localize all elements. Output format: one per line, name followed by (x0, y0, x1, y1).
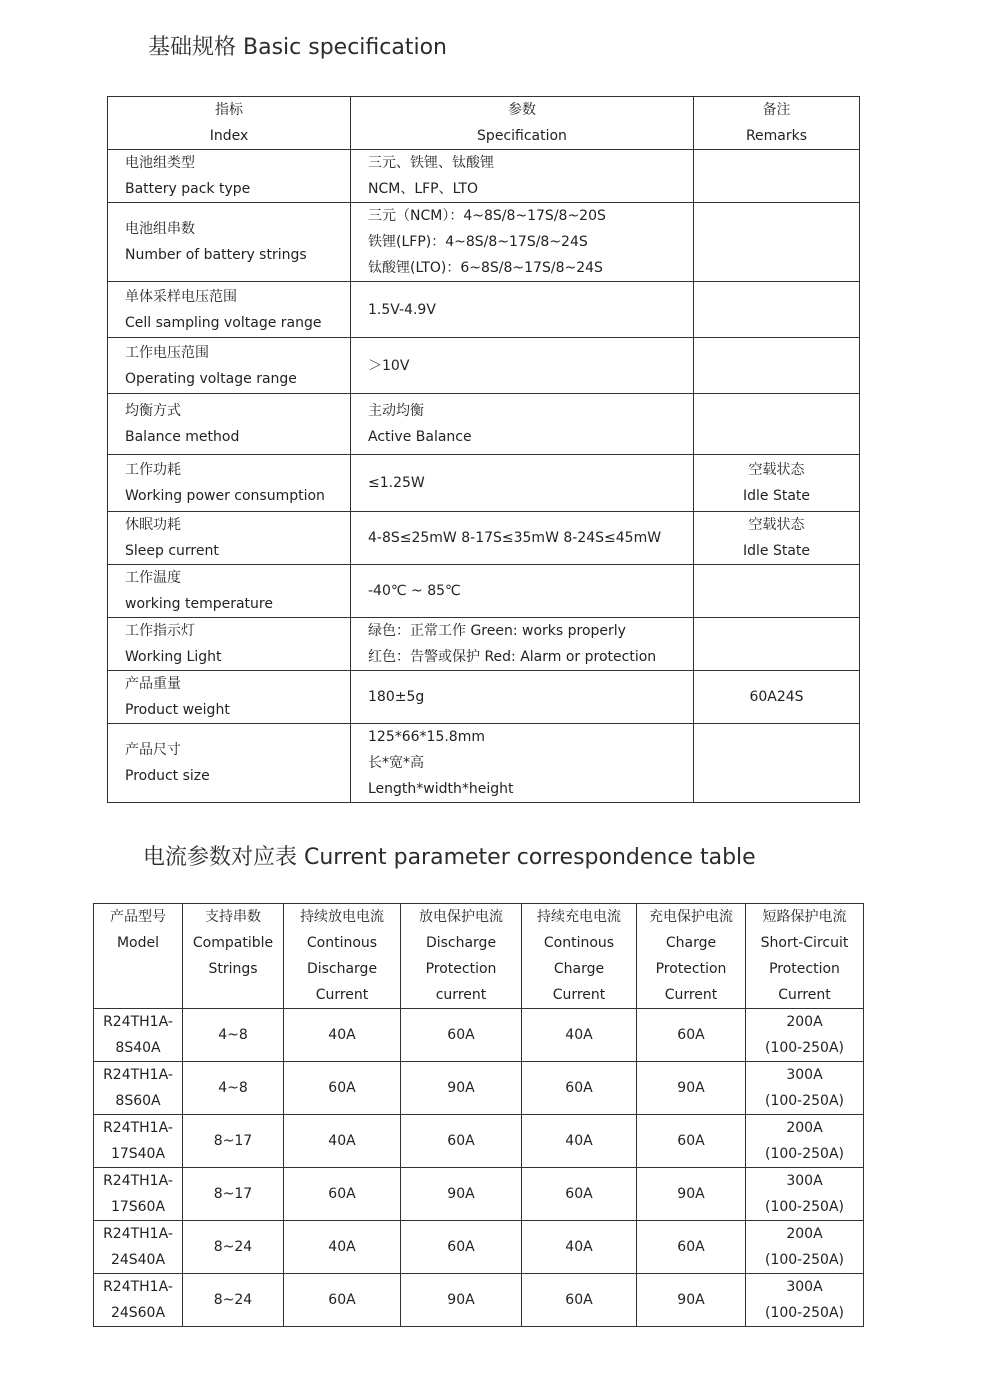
short-circuit-line: 300A (786, 1173, 823, 1189)
current-value-cell: 40A (284, 1009, 401, 1062)
spec-index-en: Sleep current (125, 543, 219, 559)
model-cell (94, 1115, 183, 1168)
spec-remarks-cell (694, 618, 860, 671)
spec-index-en: Working Light (125, 649, 222, 665)
spec-index-cell (108, 724, 351, 803)
header-index-en: Index (209, 128, 249, 144)
current-value-cell: 90A (637, 1168, 746, 1221)
spec-row (108, 394, 860, 455)
current-header-line: Continous (306, 935, 378, 951)
spec-remarks-line: Idle State (742, 488, 811, 504)
spec-value-cell (351, 455, 694, 512)
spec-row (108, 671, 860, 724)
current-row (94, 1221, 864, 1274)
spec-value-line: NCM、LFP、LTO (368, 181, 479, 197)
spec-row (108, 565, 860, 618)
spec-row (108, 512, 860, 565)
short-circuit-line: (100-250A) (765, 1252, 844, 1268)
spec-index-en: Number of battery strings (125, 247, 307, 263)
current-header-line: Strings (208, 961, 258, 977)
current-value-cell: 90A (401, 1274, 522, 1327)
current-value-cell: 60A (637, 1115, 746, 1168)
current-header-line: Current (664, 987, 718, 1003)
current-header-cell (94, 904, 183, 1009)
spec-value-cell (351, 394, 694, 455)
current-header-line: 支持串数 (205, 909, 261, 925)
spec-value-cell (351, 671, 694, 724)
current-value-cell: 90A (637, 1062, 746, 1115)
spec-index-en: Operating voltage range (125, 370, 297, 387)
spec-remarks-cell (694, 512, 860, 565)
spec-index-en: Working power consumption (125, 488, 325, 504)
header-remarks-cn: 备注 (762, 102, 791, 118)
spec-remarks-cell (694, 150, 860, 203)
current-table-body (94, 1009, 864, 1327)
spec-index-cn: 产品重量 (125, 676, 181, 692)
spec-value-line: 180±5g (368, 689, 425, 705)
current-header-line: Continous (543, 935, 615, 951)
current-header-line: 短路保护电流 (762, 909, 847, 925)
current-row (94, 1009, 864, 1062)
current-header-line: 持续放电电流 (300, 909, 384, 925)
current-value-cell: 60A (401, 1009, 522, 1062)
basic-spec-table (107, 96, 860, 803)
spec-row (108, 724, 860, 803)
spec-value-line: 铁锂(LFP)：4~8S/8~17S/8~24S (368, 234, 588, 250)
current-value-cell: 8~17 (183, 1115, 284, 1168)
current-header-line: Current (315, 987, 369, 1003)
header-spec-en: Specification (477, 128, 567, 144)
current-value-cell: 40A (522, 1009, 637, 1062)
spec-value-line: 三元、铁锂、钛酸锂 (368, 155, 494, 171)
short-circuit-line: (100-250A) (765, 1146, 844, 1162)
current-value-cell: 40A (284, 1221, 401, 1274)
short-circuit-line: 200A (786, 1014, 823, 1030)
short-circuit-line: 200A (786, 1226, 823, 1242)
current-header-line: Current (552, 987, 606, 1003)
spec-row (108, 282, 860, 338)
spec-index-cn: 工作温度 (125, 570, 181, 586)
current-header-cell (183, 904, 284, 1009)
spec-value-cell (351, 338, 694, 394)
spec-value-line: 125*66*15.8mm (368, 729, 485, 745)
current-header-line: current (435, 987, 487, 1003)
basic-spec-title: 基础规格 Basic specification (148, 35, 447, 60)
spec-index-cn: 电池组串数 (125, 221, 195, 237)
short-circuit-line: 300A (786, 1279, 823, 1295)
current-value-cell: 90A (401, 1168, 522, 1221)
short-circuit-line: 200A (786, 1120, 823, 1136)
current-header-cell (522, 904, 637, 1009)
spec-index-cell (108, 338, 351, 394)
model-line: 8S40A (115, 1040, 161, 1056)
spec-remarks-line: Idle State (742, 543, 811, 559)
spec-remarks-cell (694, 203, 860, 282)
current-value-cell: 60A (284, 1274, 401, 1327)
spec-value-cell (351, 724, 694, 803)
short-circuit-line: (100-250A) (765, 1093, 844, 1109)
current-header-line: Compatible (192, 935, 274, 951)
short-circuit-line: 300A (786, 1067, 823, 1083)
current-header-line: Protection (769, 961, 840, 977)
current-value-cell: 4~8 (183, 1062, 284, 1115)
header-spec-cn: 参数 (508, 102, 536, 118)
current-row (94, 1062, 864, 1115)
current-header-line: 放电保护电流 (419, 909, 503, 925)
spec-row (108, 338, 860, 394)
current-header-line: Charge (553, 961, 605, 977)
header-specification (351, 97, 694, 150)
spec-index-cn: 电池组类型 (125, 155, 195, 171)
short-circuit-cell (746, 1062, 864, 1115)
spec-index-cell (108, 455, 351, 512)
model-line: 24S40A (110, 1252, 166, 1268)
current-row (94, 1115, 864, 1168)
spec-value-line: 长*宽*高 (368, 755, 424, 771)
current-value-cell: 60A (522, 1274, 637, 1327)
current-value-cell: 60A (522, 1062, 637, 1115)
current-header-cell (284, 904, 401, 1009)
spec-index-en: Product size (125, 768, 210, 784)
current-value-cell: 60A (401, 1221, 522, 1274)
spec-index-en: working temperature (125, 596, 273, 612)
short-circuit-cell (746, 1009, 864, 1062)
current-value-cell: 40A (522, 1115, 637, 1168)
spec-value-line: -40℃ ~ 85℃ (368, 583, 461, 599)
spec-index-cell (108, 150, 351, 203)
current-value-cell: 90A (401, 1062, 522, 1115)
current-value-cell: 60A (522, 1168, 637, 1221)
spec-value-line: Length*width*height (368, 781, 514, 797)
current-value-cell: 60A (401, 1115, 522, 1168)
spec-remarks-cell (694, 565, 860, 618)
spec-remarks-cell (694, 671, 860, 724)
spec-value-line: ≤1.25W (368, 475, 425, 491)
short-circuit-line: (100-250A) (765, 1199, 844, 1215)
spec-row (108, 150, 860, 203)
spec-value-line: Active Balance (368, 429, 472, 445)
spec-row (108, 618, 860, 671)
model-cell (94, 1062, 183, 1115)
spec-index-cn: 均衡方式 (125, 403, 181, 419)
short-circuit-line: (100-250A) (765, 1040, 844, 1056)
current-header-line: 持续充电电流 (537, 909, 621, 925)
spec-value-cell (351, 150, 694, 203)
spec-index-cell (108, 394, 351, 455)
short-circuit-cell (746, 1168, 864, 1221)
spec-remarks-cell (694, 455, 860, 512)
spec-value-cell (351, 618, 694, 671)
model-cell (94, 1274, 183, 1327)
spec-remarks-cell (694, 724, 860, 803)
header-remarks (694, 97, 860, 150)
current-row (94, 1168, 864, 1221)
header-index (108, 97, 351, 150)
model-line: R24TH1A- (103, 1173, 173, 1189)
spec-index-cell (108, 671, 351, 724)
model-cell (94, 1221, 183, 1274)
current-value-cell: 8~24 (183, 1274, 284, 1327)
spec-remarks-cell (694, 282, 860, 338)
model-line: 8S60A (115, 1093, 161, 1109)
current-value-cell: 40A (522, 1221, 637, 1274)
current-header-line: Protection (655, 961, 727, 977)
spec-value-line: ＞10V (368, 357, 410, 374)
current-table-title: 电流参数对应表 Current parameter correspondence table (143, 845, 756, 870)
spec-remarks-line: 60A24S (749, 689, 804, 705)
spec-value-line: 主动均衡 (368, 403, 424, 419)
spec-index-en: Product weight (125, 702, 230, 718)
spec-index-cn: 工作指示灯 (125, 623, 195, 639)
spec-value-cell (351, 512, 694, 565)
spec-row (108, 203, 860, 282)
spec-value-line: 三元（NCM）：4~8S/8~17S/8~20S (368, 208, 606, 224)
current-value-cell: 8~17 (183, 1168, 284, 1221)
spec-index-cell (108, 565, 351, 618)
current-value-cell: 90A (637, 1274, 746, 1327)
short-circuit-line: (100-250A) (765, 1305, 844, 1321)
spec-value-line: 1.5V-4.9V (368, 301, 436, 318)
current-header-line: Current (778, 987, 831, 1003)
spec-index-cn: 工作功耗 (125, 462, 181, 478)
current-header-line: Short-Circuit (760, 935, 849, 951)
spec-index-en: Balance method (125, 429, 240, 445)
current-header-cell (746, 904, 864, 1009)
current-header-line: 产品型号 (110, 909, 166, 925)
spec-table-body (108, 150, 860, 803)
current-header-cell (401, 904, 522, 1009)
model-cell (94, 1168, 183, 1221)
spec-index-cn: 工作电压范围 (125, 344, 209, 361)
current-value-cell: 8~24 (183, 1221, 284, 1274)
current-value-cell: 60A (637, 1009, 746, 1062)
spec-index-cell (108, 618, 351, 671)
spec-remarks-line: 空载状态 (748, 517, 805, 533)
current-header-line: Charge (665, 935, 717, 951)
current-row (94, 1274, 864, 1327)
current-header-line: Discharge (425, 935, 497, 951)
spec-index-cell (108, 203, 351, 282)
current-value-cell: 4~8 (183, 1009, 284, 1062)
spec-value-cell (351, 203, 694, 282)
current-parameter-table (93, 903, 864, 1327)
model-line: R24TH1A- (103, 1120, 173, 1136)
spec-index-en: Cell sampling voltage range (125, 314, 322, 331)
spec-remarks-cell (694, 338, 860, 394)
model-line: 17S60A (110, 1199, 166, 1215)
model-line: R24TH1A- (103, 1067, 173, 1083)
header-index-cn: 指标 (215, 102, 243, 118)
spec-value-line: 钛酸锂(LTO)：6~8S/8~17S/8~24S (368, 260, 603, 276)
short-circuit-cell (746, 1221, 864, 1274)
current-value-cell: 60A (284, 1168, 401, 1221)
spec-row (108, 455, 860, 512)
header-remarks-en: Remarks (745, 128, 808, 144)
current-header-cell (637, 904, 746, 1009)
short-circuit-cell (746, 1274, 864, 1327)
current-value-cell: 60A (637, 1221, 746, 1274)
spec-index-cn: 产品尺寸 (125, 742, 181, 758)
spec-value-cell (351, 282, 694, 338)
spec-remarks-cell (694, 394, 860, 455)
spec-remarks-line: 空载状态 (748, 462, 805, 478)
spec-value-line: 4-8S≤25mW 8-17S≤35mW 8-24S≤45mW (368, 530, 662, 546)
current-header-row (94, 904, 864, 1009)
spec-index-cn: 休眠功耗 (125, 517, 181, 533)
spec-value-cell (351, 565, 694, 618)
current-header-line: Discharge (306, 961, 378, 977)
current-header-line: 充电保护电流 (649, 909, 733, 925)
model-line: 24S60A (110, 1305, 166, 1321)
spec-header-row (108, 97, 860, 150)
model-line: R24TH1A- (103, 1279, 173, 1295)
current-header-line: Model (116, 935, 160, 951)
spec-index-cell (108, 282, 351, 338)
model-line: R24TH1A- (103, 1226, 173, 1242)
spec-index-en: Battery pack type (125, 181, 251, 197)
short-circuit-cell (746, 1115, 864, 1168)
current-header-line: Protection (425, 961, 497, 977)
model-line: 17S40A (110, 1146, 166, 1162)
spec-index-cell (108, 512, 351, 565)
spec-value-line: 红色：告警或保护 Red: Alarm or protection (368, 649, 657, 665)
spec-value-line: 绿色：正常工作 Green: works properly (368, 623, 626, 639)
current-value-cell: 60A (284, 1062, 401, 1115)
spec-index-cn: 单体采样电压范围 (125, 288, 237, 305)
current-value-cell: 40A (284, 1115, 401, 1168)
model-cell (94, 1009, 183, 1062)
model-line: R24TH1A- (103, 1014, 173, 1030)
